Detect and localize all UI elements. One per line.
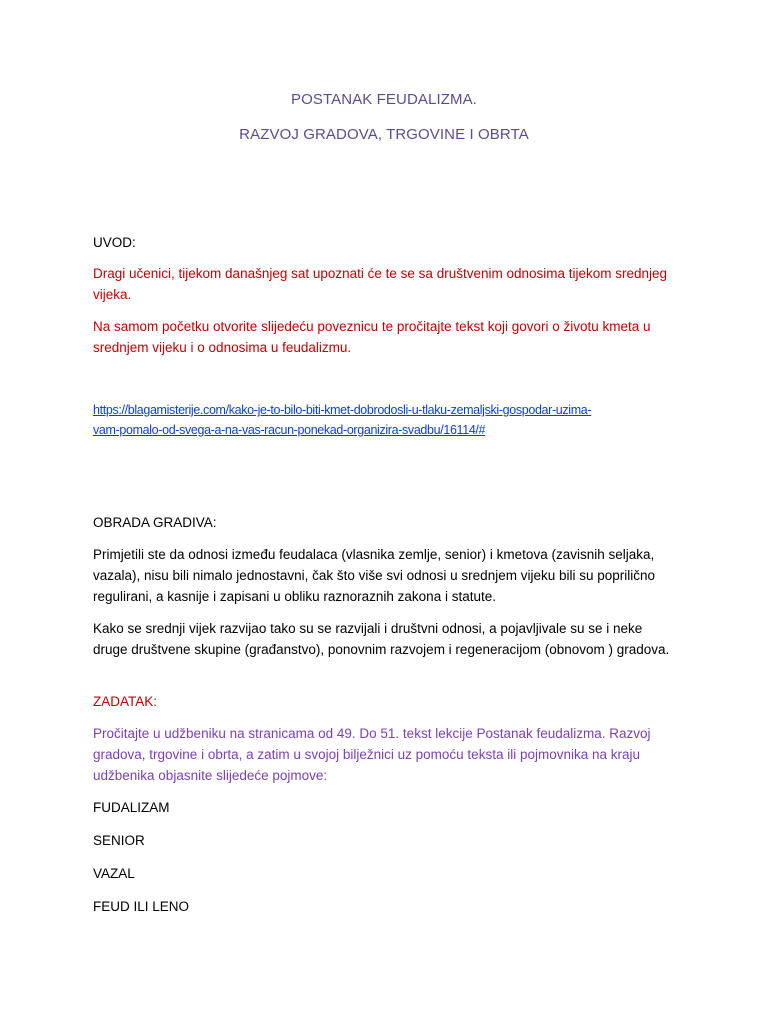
- external-link[interactable]: [93, 400, 678, 440]
- lesson-paragraph-1: Primjetili ste da odnosi između feudalaca (vlasnika zemlje, senior) i kmetova (zavisnih seljaka, vazala), nisu bili nimalo jednostavni, čak što više svi odnosi u srednjem vijeku bili su poprilično regulirani, a kasnije i zapisani u obliku raznoraznih zakona i statute.: [93, 547, 656, 604]
- task-heading: ZADATAK:: [93, 694, 158, 709]
- task-paragraph: Pročitajte u udžbeniku na stranicama od 49. Do 51. tekst lekcije Postanak feudalizma. Razvoj gradova, trgovine i obrta, a zatim u svojoj bilježnici uz pomoću teksta ili pojmovnika na kraju udžbenika objasnite slijedeće pojmove:: [93, 726, 651, 783]
- lesson-paragraph-2: Kako se srednji vijek razvijao tako su se razvijali i društvni odnosi, a pojavljivale su se i neke druge društvene skupine (građanstvo), ponovnim razvojem i regeneracijom (obnovom ) gradova.: [93, 621, 670, 657]
- intro-paragraph-2: Na samom početku otvorite slijedeću poveznicu te pročitajte tekst koji govori o životu kmeta u srednjem vijeku i o odnosima u feudalizmu.: [93, 319, 651, 355]
- link-text-line-1[interactable]: https://blagamisterije.com/kako-je-to-bilo-biti-kmet-dobrodosli-u-tlaku-zemaljski-gospodar-uzima-: [93, 403, 592, 417]
- document-subtitle: RAZVOJ GRADOVA, TRGOVINE I OBRTA: [239, 126, 529, 143]
- link-text-line-2[interactable]: vam-pomalo-od-svega-a-na-vas-racun-ponekad-organizira-svadbu/16114/#: [93, 423, 486, 437]
- intro-heading: UVOD:: [93, 235, 136, 250]
- term-item: FEUD ILI LENO: [93, 899, 190, 914]
- term-item: VAZAL: [93, 866, 135, 881]
- term-item: FUDALIZAM: [93, 800, 170, 815]
- intro-paragraph-1: Dragi učenici, tijekom današnjeg sat upoznati će te se sa društvenim odnosima tijekom srednjeg vijeka.: [93, 266, 668, 302]
- term-item: SENIOR: [93, 833, 145, 848]
- lesson-heading: OBRADA GRADIVA:: [93, 515, 217, 530]
- document-title: POSTANAK FEUDALIZMA.: [291, 91, 477, 108]
